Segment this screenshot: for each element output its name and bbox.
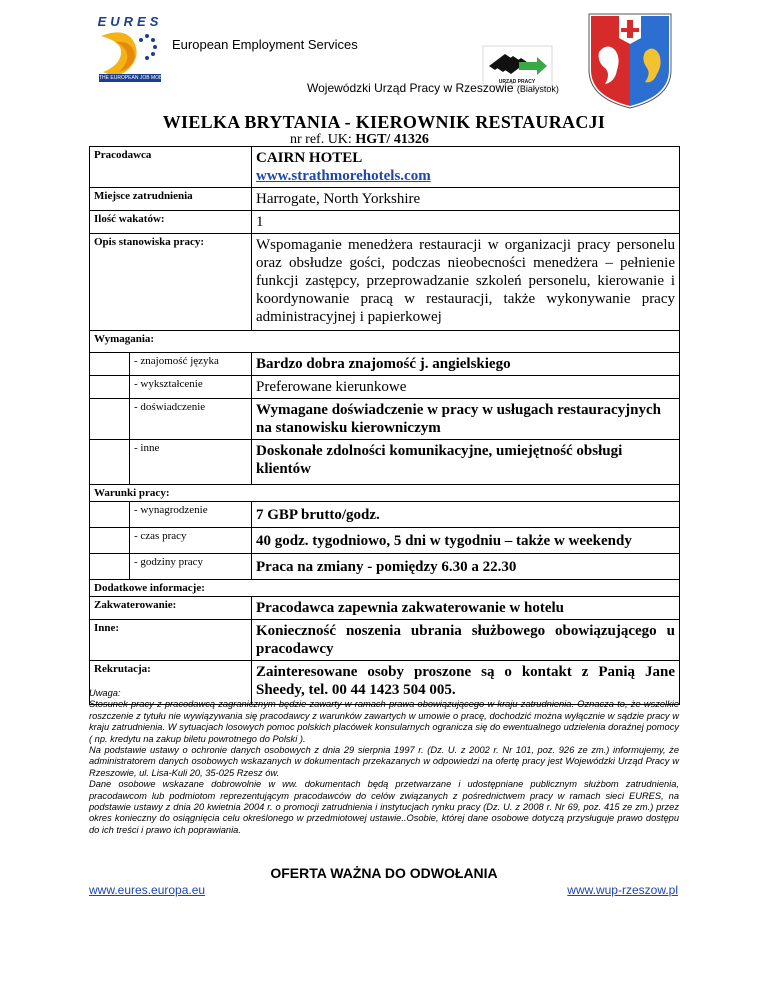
requirement-value: Preferowane kierunkowe bbox=[252, 376, 680, 399]
conditions-header-row bbox=[90, 485, 680, 502]
requirement-label: - znajomość języka bbox=[130, 353, 252, 376]
notes-paragraph: Na podstawie ustawy o ochronie danych osobowych z dnia 29 sierpnia 1997 r. (Dz. U. z 2002 r. Nr 101, poz. 926 ze zm.) informujemy, że administratorem danych osobowych wskazanych w dokumentach przekazanych w odpowiedzi na ofertę pracy jest Wojewódzki Urząd Pracy w Rzeszowie, ul. Lisa-Kuli 20, 35-025 Rzesz ów. bbox=[89, 745, 679, 778]
recruitment-label: Rekrutacja: bbox=[90, 661, 252, 705]
location-row bbox=[90, 188, 680, 211]
employer-label: Pracodawca bbox=[90, 147, 252, 188]
employer-cell bbox=[252, 147, 680, 188]
conditions-label: Warunki pracy: bbox=[90, 485, 680, 502]
accommodation-value: Pracodawca zapewnia zakwaterowanie w hotelu bbox=[252, 597, 680, 620]
condition-row bbox=[90, 502, 680, 528]
notes-paragraph: Dane osobowe wskazane dobrowolnie w ww. dokumentach będą przetwarzane i udostępniane publicznym służbom zatrudnienia, pracodawcom lub podmiotom reprezentującym pracodawców do celów związanych z pośrednictwem pracy w ramach sieci EURES, na podstawie ustawy z dnia 20 kwietnia 2004 r. o promocji zatrudnienia i instytucjach rynku pracy (Dz. U. z 2008 r. Nr 69, poz. 415 ze zm.) przez okres konieczny do osiągnięcia celu określonego w przedmiotowej ustawie..Osobie, której dane osobowe dotyczą przysługuje prawo dostępu do ich treści i prawo ich poprawiania. bbox=[89, 779, 679, 835]
accommodation-label: Zakwaterowanie: bbox=[90, 597, 252, 620]
other-value: Konieczność noszenia ubrania służbowego obowiązującego u pracodawcy bbox=[252, 620, 680, 661]
requirement-row bbox=[90, 440, 680, 485]
other-row bbox=[90, 620, 680, 661]
wup-website-link[interactable]: www.wup-rzeszow.pl bbox=[567, 883, 678, 897]
vacancies-value: 1 bbox=[252, 211, 680, 234]
requirement-label: - wykształcenie bbox=[130, 376, 252, 399]
condition-row bbox=[90, 528, 680, 554]
vacancies-label: Ilość wakatów: bbox=[90, 211, 252, 234]
location-label: Miejsce zatrudnienia bbox=[90, 188, 252, 211]
description-value: Wspomaganie menedżera restauracji w organizacji pracy personelu oraz obsłudze gości, podczas nieobecności menedżera – pełnienie funkcji zastępcy, przeprowadzanie szkoleń personelu, kierowanie i koordynowanie pracą w restauracji, także wykonywanie pracy administracyjnej i papierkowej bbox=[252, 234, 680, 331]
location-value: Harrogate, North Yorkshire bbox=[252, 188, 680, 211]
condition-label: - wynagrodzenie bbox=[130, 502, 252, 528]
document-title: WIELKA BRYTANIA - KIEROWNIK RESTAURACJI bbox=[162, 112, 606, 132]
condition-row bbox=[90, 554, 680, 580]
vacancies-row bbox=[90, 211, 680, 234]
other-label: Inne: bbox=[90, 620, 252, 661]
eures-website-link[interactable]: www.eures.europa.eu bbox=[89, 883, 206, 897]
additional-header-row bbox=[90, 580, 680, 597]
requirement-value: Bardzo dobra znajomość j. angielskiego bbox=[252, 353, 680, 376]
requirement-row bbox=[90, 399, 680, 440]
requirement-value: Wymagane doświadczenie w pracy w usługach restauracyjnych na stanowisku kierowniczym bbox=[252, 399, 680, 440]
accommodation-row bbox=[90, 597, 680, 620]
condition-label: - godziny pracy bbox=[130, 554, 252, 580]
reference-label: nr ref. UK: bbox=[290, 132, 352, 147]
office-caption bbox=[307, 81, 559, 95]
requirement-row bbox=[90, 376, 680, 399]
notes-paragraph: Stosunek pracy z pracodawcą zagranicznym będzie zawarty w ramach prawa obowiązującego w kraju zatrudnienia. Oznacza to, że wszelkie roszczenie z tytułu nie wywiązywania się pracodawcy z warunków zawartych w umowie o pracę, dochodzić można wyłącznie w sądzie pracy w kraju zatrudnienia. W sytuacjach losowych pomoc polskich placówek konsularnych ogranicza się do ewentualnego udzielenia doraźnej pomocy ( np. kredytu na zakup biletu powrotnego do Polski ). bbox=[89, 699, 679, 744]
condition-label: - czas pracy bbox=[130, 528, 252, 554]
employer-row bbox=[90, 147, 680, 188]
coat-of-arms-emblem bbox=[587, 12, 673, 110]
requirements-label: Wymagania: bbox=[90, 331, 252, 353]
condition-value: Praca na zmiany - pomiędzy 6.30 a 22.30 bbox=[252, 554, 680, 580]
eures-logo-tagline: THE EUROPEAN JOB MOBILITY PORTAL bbox=[99, 75, 196, 81]
requirement-value: Doskonałe zdolności komunikacyjne, umiejętność obsługi klientów bbox=[252, 440, 680, 485]
offer-validity: OFERTA WAŻNA DO ODWOŁANIA bbox=[270, 865, 498, 881]
wup-logo-text: URZĄD PRACY bbox=[498, 79, 536, 85]
requirement-label: - inne bbox=[130, 440, 252, 485]
requirements-header-row bbox=[90, 331, 680, 353]
eures-title: European Employment Services bbox=[172, 37, 358, 52]
description-label: Opis stanowiska pracy: bbox=[90, 234, 252, 331]
reference-value: HGT/ 41326 bbox=[355, 132, 429, 147]
wup-logo bbox=[483, 46, 552, 86]
condition-value: 40 godz. tygodniowo, 5 dni w tygodniu – także w weekendy bbox=[252, 528, 680, 554]
job-offer-table bbox=[89, 146, 680, 705]
eures-logo bbox=[97, 14, 196, 86]
condition-value: 7 GBP brutto/godz. bbox=[252, 502, 680, 528]
recruitment-value: Zainteresowane osoby proszone są o kontakt z Panią Jane Sheedy, tel. 00 44 1423 504 005. bbox=[252, 661, 680, 705]
office-name: Wojewódzki Urząd Pracy w Rzeszowie bbox=[307, 81, 514, 95]
employer-website-link[interactable]: www.strathmorehotels.com bbox=[256, 168, 431, 184]
eures-logo-word: EURES bbox=[97, 14, 163, 29]
employer-name: CAIRN HOTEL bbox=[256, 150, 363, 166]
office-note: (Białystok) bbox=[516, 84, 559, 94]
requirement-row bbox=[90, 353, 680, 376]
legal-notes bbox=[89, 688, 679, 836]
requirement-label: - doświadczenie bbox=[130, 399, 252, 440]
notes-heading: Uwaga: bbox=[89, 688, 121, 698]
additional-label: Dodatkowe informacje: bbox=[90, 580, 680, 597]
description-row bbox=[90, 234, 680, 331]
